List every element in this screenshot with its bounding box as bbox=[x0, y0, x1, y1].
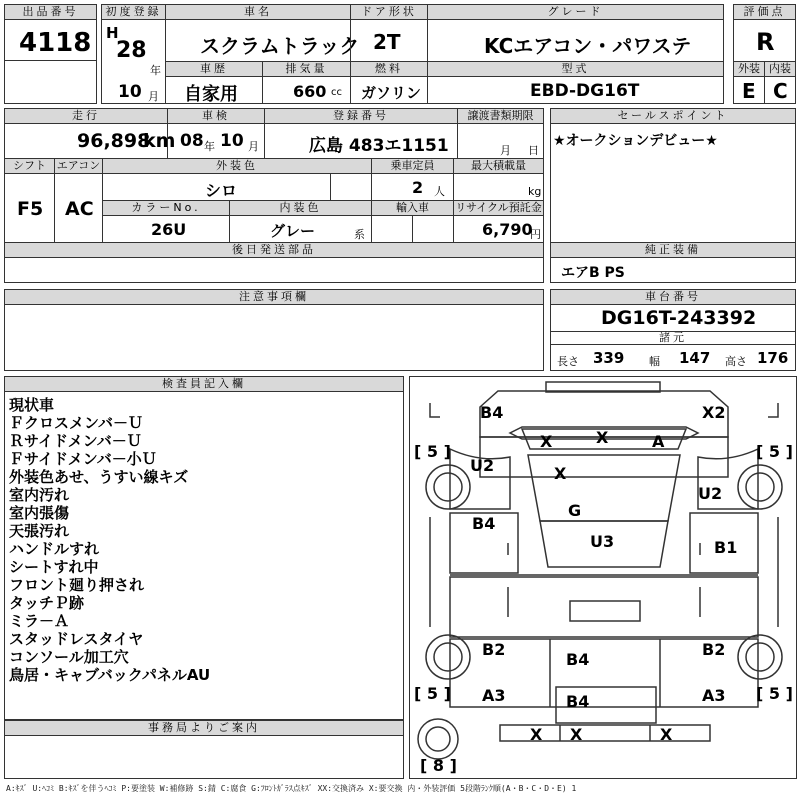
note-line: コンソール加工穴 bbox=[9, 648, 129, 666]
mark-b4-left: B4 bbox=[472, 514, 496, 533]
recycle-header: リサイクル預託金 bbox=[453, 200, 544, 216]
later-parts-header: 後日発送部品 bbox=[4, 242, 544, 258]
registration-value: 広島 483エ1151 bbox=[309, 136, 449, 156]
int-color-unit: 系 bbox=[354, 228, 365, 241]
inspection-cell bbox=[167, 123, 265, 159]
chassis-no-cell bbox=[550, 304, 796, 332]
door-value: 2T bbox=[373, 30, 401, 54]
caution-header: 注意事項欄 bbox=[4, 289, 544, 305]
damage-legend: A:ｷｽﾞ U:ﾍｺﾐ B:ｷｽﾞを伴うﾍｺﾐ P:要塗装 W:補修跡 S:錆 C:腐食 G:ﾌﾛﾝﾄｶﾞﾗｽ点ｷｽﾞ XX:交換済み X:要交換 内・外装評価 5段階ﾗﾝｸ順(A・B・C・D・E) 1 bbox=[6, 784, 577, 793]
note-line: ミラ－Ａ bbox=[9, 612, 70, 630]
ext-color-cell bbox=[102, 173, 372, 201]
inspection-year-value: 08 bbox=[180, 131, 204, 151]
note-line: 室内汚れ bbox=[9, 486, 70, 504]
mark-x2-top-right: X2 bbox=[702, 403, 726, 422]
mark-u2-left: U2 bbox=[470, 456, 495, 475]
sales-point-value: ★オークションデビュー★ bbox=[553, 133, 718, 149]
deadline-day-unit: 日 bbox=[528, 144, 539, 157]
recycle-unit: 円 bbox=[530, 228, 541, 241]
tire-score-spare: [ 8 ] bbox=[420, 756, 457, 775]
mark-u2-right: U2 bbox=[698, 484, 723, 503]
shift-value: F5 bbox=[17, 198, 44, 220]
score-value: R bbox=[756, 28, 775, 56]
exterior-cell bbox=[733, 76, 765, 104]
int-color-value: グレー bbox=[270, 222, 316, 240]
note-line: フロント廻り押され bbox=[9, 576, 145, 594]
note-line: Ｆクロスメンバ－Ｕ bbox=[9, 414, 143, 432]
mark-x-hood: X bbox=[554, 464, 567, 483]
deadline-month-unit: 月 bbox=[500, 144, 511, 157]
grade-value: KCエアコン・パワステ bbox=[484, 34, 692, 58]
fuel-value: ガソリン bbox=[361, 84, 422, 102]
mark-b4-rear: B4 bbox=[566, 692, 590, 711]
capacity-unit: 人 bbox=[434, 185, 445, 198]
later-parts-cell bbox=[4, 257, 544, 283]
chassis-no-header: 車台番号 bbox=[550, 289, 796, 305]
mileage-cell bbox=[4, 123, 176, 159]
mark-x-rear-2: X bbox=[570, 725, 583, 744]
mark-a3-left: A3 bbox=[482, 686, 506, 705]
genuine-equipment-value: エアB PS bbox=[561, 265, 625, 281]
history-value: 自家用 bbox=[184, 84, 238, 105]
color-no-header: カラーNo. bbox=[102, 200, 230, 216]
note-line: 室内張傷 bbox=[9, 504, 70, 522]
inspection-month-value: 10 bbox=[220, 131, 244, 151]
tire-score-fr: [ 5 ] bbox=[756, 442, 793, 461]
inspector-notes-cell bbox=[4, 391, 404, 720]
import-header: 輸入車 bbox=[371, 200, 454, 216]
score-cell bbox=[733, 19, 796, 62]
lot-no-value: 4118 bbox=[19, 28, 92, 58]
length-value: 339 bbox=[593, 349, 625, 367]
capacity-cell bbox=[371, 173, 454, 201]
car-name-header: 車名 bbox=[165, 4, 351, 20]
mark-a-glass-right: A bbox=[652, 432, 665, 451]
interior-cell bbox=[764, 76, 796, 104]
first-reg-cell bbox=[101, 19, 166, 104]
inspector-notes-list bbox=[9, 396, 210, 684]
inspection-year-unit: 年 bbox=[204, 140, 215, 153]
model-header: 型式 bbox=[427, 61, 724, 77]
car-name-cell bbox=[165, 19, 360, 62]
lot-no-header: 出品番号 bbox=[4, 4, 97, 20]
interior-value: C bbox=[773, 79, 788, 103]
note-line: タッチＰ跡 bbox=[9, 594, 85, 612]
color-no-cell bbox=[102, 215, 230, 243]
transfer-deadline-header: 譲渡書類期限 bbox=[457, 108, 544, 124]
recycle-cell bbox=[453, 215, 544, 243]
mark-b4-bed: B4 bbox=[566, 650, 590, 669]
mileage-value: 96,898 bbox=[77, 130, 151, 152]
grade-cell bbox=[427, 19, 724, 62]
mark-u3-center: U3 bbox=[590, 532, 615, 551]
mileage-header: 走行 bbox=[4, 108, 168, 124]
aircon-value: AC bbox=[65, 198, 94, 220]
transfer-deadline-cell bbox=[457, 123, 544, 159]
ext-color-header: 外装色 bbox=[102, 158, 372, 174]
model-cell bbox=[427, 76, 724, 104]
displacement-unit: cc bbox=[331, 87, 342, 98]
fuel-header: 燃料 bbox=[350, 61, 428, 77]
note-line: スタッドレスタイヤ bbox=[9, 630, 144, 648]
model-value: EBD-DG16T bbox=[530, 81, 640, 101]
genuine-equipment-cell bbox=[550, 257, 796, 283]
damage-diagram bbox=[409, 376, 797, 779]
exterior-value: E bbox=[742, 79, 756, 103]
grade-header: グレード bbox=[427, 4, 724, 20]
caution-cell bbox=[4, 304, 544, 371]
mark-b2-left: B2 bbox=[482, 640, 506, 659]
registration-header: 登録番号 bbox=[264, 108, 458, 124]
month-unit: 月 bbox=[148, 90, 159, 103]
tire-score-fl: [ 5 ] bbox=[414, 442, 451, 461]
inspection-header: 車検 bbox=[167, 108, 265, 124]
month-value: 10 bbox=[118, 82, 142, 102]
dimensions-cell bbox=[550, 344, 796, 371]
sales-point-header: セールスポイント bbox=[550, 108, 796, 124]
capacity-value: 2 bbox=[412, 178, 424, 197]
office-notes-cell bbox=[4, 735, 404, 779]
era-value: H bbox=[106, 24, 119, 42]
sales-point-cell bbox=[550, 123, 796, 243]
mark-g-roof: G bbox=[568, 501, 582, 520]
max-load-header: 最大積載量 bbox=[453, 158, 544, 174]
note-line: シートすれ中 bbox=[9, 558, 99, 576]
door-header: ドア形状 bbox=[350, 4, 428, 20]
aircon-cell bbox=[54, 173, 103, 243]
mark-x-glass-mid: X bbox=[596, 428, 609, 447]
inspector-notes-header: 検査員記入欄 bbox=[4, 376, 404, 392]
width-value: 147 bbox=[679, 349, 711, 367]
height-label: 高さ bbox=[725, 355, 747, 368]
mark-x-glass-left: X bbox=[540, 432, 553, 451]
capacity-header: 乗車定員 bbox=[371, 158, 454, 174]
mark-a3-right: A3 bbox=[702, 686, 726, 705]
office-notes-header: 事務局よりご案内 bbox=[4, 720, 404, 736]
note-line: Ｒサイドメンバ－Ｕ bbox=[9, 432, 142, 450]
mark-b1-right: B1 bbox=[714, 538, 738, 557]
interior-header: 内装 bbox=[764, 61, 796, 77]
registration-cell bbox=[264, 123, 458, 159]
int-color-header: 内装色 bbox=[229, 200, 372, 216]
first-reg-header: 初度登録 bbox=[101, 4, 166, 20]
int-color-cell bbox=[229, 215, 372, 243]
mark-b2-right: B2 bbox=[702, 640, 726, 659]
inspection-month-unit: 月 bbox=[248, 140, 259, 153]
door-cell bbox=[350, 19, 428, 62]
mark-x-rear-3: X bbox=[660, 725, 673, 744]
note-line: 鳥居・キャブバックパネルAU bbox=[9, 666, 211, 684]
note-line: Ｆサイドメンバ－小Ｕ bbox=[9, 450, 157, 468]
note-line: 現状車 bbox=[9, 396, 55, 414]
length-label: 長さ bbox=[557, 355, 579, 368]
genuine-equipment-header: 純正装備 bbox=[550, 242, 796, 258]
shift-header: シフト bbox=[4, 158, 55, 174]
mark-x-rear-1: X bbox=[530, 725, 543, 744]
tire-score-rl: [ 5 ] bbox=[414, 684, 451, 703]
color-no-value: 26U bbox=[151, 220, 187, 239]
lot-no-cell bbox=[4, 19, 97, 104]
max-load-cell bbox=[453, 173, 544, 201]
tire-score-rr: [ 5 ] bbox=[756, 684, 793, 703]
max-load-unit: kg bbox=[528, 185, 542, 198]
history-header: 車歴 bbox=[165, 61, 263, 77]
note-line: 外装色あせ、うすい線キズ bbox=[9, 468, 189, 486]
shift-cell bbox=[4, 173, 55, 243]
width-label: 幅 bbox=[649, 355, 660, 368]
year-unit: 年 bbox=[150, 64, 161, 77]
car-name-value: スクラムトラック bbox=[200, 34, 360, 58]
displacement-cell bbox=[262, 76, 351, 104]
recycle-value: 6,790 bbox=[482, 220, 533, 239]
score-header: 評価点 bbox=[733, 4, 796, 20]
exterior-header: 外装 bbox=[733, 61, 765, 77]
ext-color-value: シロ bbox=[205, 181, 238, 200]
mileage-unit: km bbox=[143, 130, 176, 152]
aircon-header: エアコン bbox=[54, 158, 103, 174]
chassis-no-value: DG16T-243392 bbox=[601, 307, 757, 329]
year-value: 28 bbox=[116, 38, 147, 63]
dimensions-header: 諸元 bbox=[550, 331, 796, 345]
history-cell bbox=[165, 76, 263, 104]
fuel-cell bbox=[350, 76, 428, 104]
displacement-header: 排気量 bbox=[262, 61, 351, 77]
displacement-value: 660 bbox=[293, 82, 327, 101]
note-line: 天張汚れ bbox=[9, 522, 70, 540]
note-line: ハンドルすれ bbox=[9, 540, 100, 558]
mark-b4-top-left: B4 bbox=[480, 403, 504, 422]
height-value: 176 bbox=[757, 349, 789, 367]
